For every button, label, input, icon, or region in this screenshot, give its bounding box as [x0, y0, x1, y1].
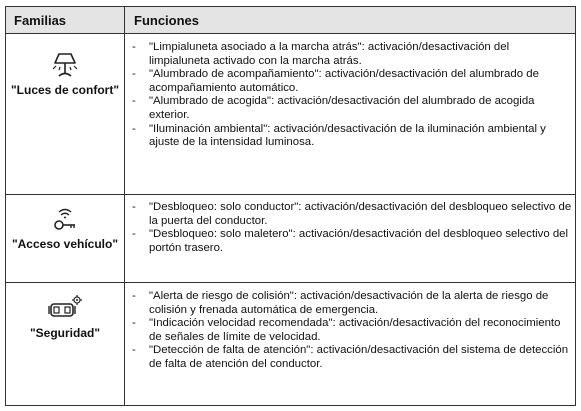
list-item: - "Alumbrado de acompañamiento": activación/desactivación del alumbrado de acompañamiento automático. — [132, 68, 539, 94]
family-label-safety: "Seguridad" — [29, 326, 101, 340]
row-divider — [6, 282, 575, 283]
row-divider — [6, 33, 575, 34]
wireless-key-icon — [50, 205, 80, 233]
header-functions: Funciones — [134, 13, 200, 28]
family-label-vehicle-access: "Acceso vehículo" — [11, 237, 119, 251]
list-item: - "Desbloqueo: solo maletero": activación/desactivación del desbloqueo selectivo del portón trasero. — [132, 228, 569, 254]
function-list-safety — [132, 290, 572, 372]
function-list-comfort-lights — [132, 41, 572, 150]
list-item: - "Alumbrado de acogida": activación/desactivación del alumbrado de acogida exterior. — [132, 95, 535, 121]
family-label-comfort-lights: "Luces de confort" — [10, 83, 120, 97]
list-item: - "Alerta de riesgo de colisión": activación/desactivación de la alerta de riesgo de colisión y frenada automática de emergencia. — [132, 290, 549, 316]
list-item: - "Detección de falta de atención": activación/desactivación del sistema de detección de falta de atención del conductor. — [132, 344, 569, 370]
list-item: - "Desbloqueo: solo conductor": activación/desactivación del desbloqueo selectivo de la puerta del conductor. — [132, 201, 572, 227]
list-item: - "Iluminación ambiental": activación/desactivación de la iluminación ambiental y ajuste de la intensidad luminosa. — [132, 122, 546, 149]
function-list-vehicle-access — [132, 201, 572, 255]
family-cell-vehicle-access — [6, 205, 124, 251]
list-item: - "Indicación velocidad recomendada": activación/desactivación del reconocimiento de señales de límite de velocidad. — [132, 317, 561, 343]
family-cell-safety — [6, 294, 124, 340]
table-lamp-icon — [50, 51, 80, 79]
column-divider — [124, 7, 125, 405]
functions-table — [5, 6, 576, 406]
car-settings-icon — [47, 294, 83, 322]
table-header — [6, 7, 575, 33]
list-item: - "Limpialuneta asociado a la marcha atrás": activación/desactivación del limpialuneta activado con la marcha atrás. — [132, 41, 510, 67]
header-families: Familias — [14, 13, 67, 28]
row-divider — [6, 194, 575, 195]
family-cell-comfort-lights — [6, 51, 124, 97]
